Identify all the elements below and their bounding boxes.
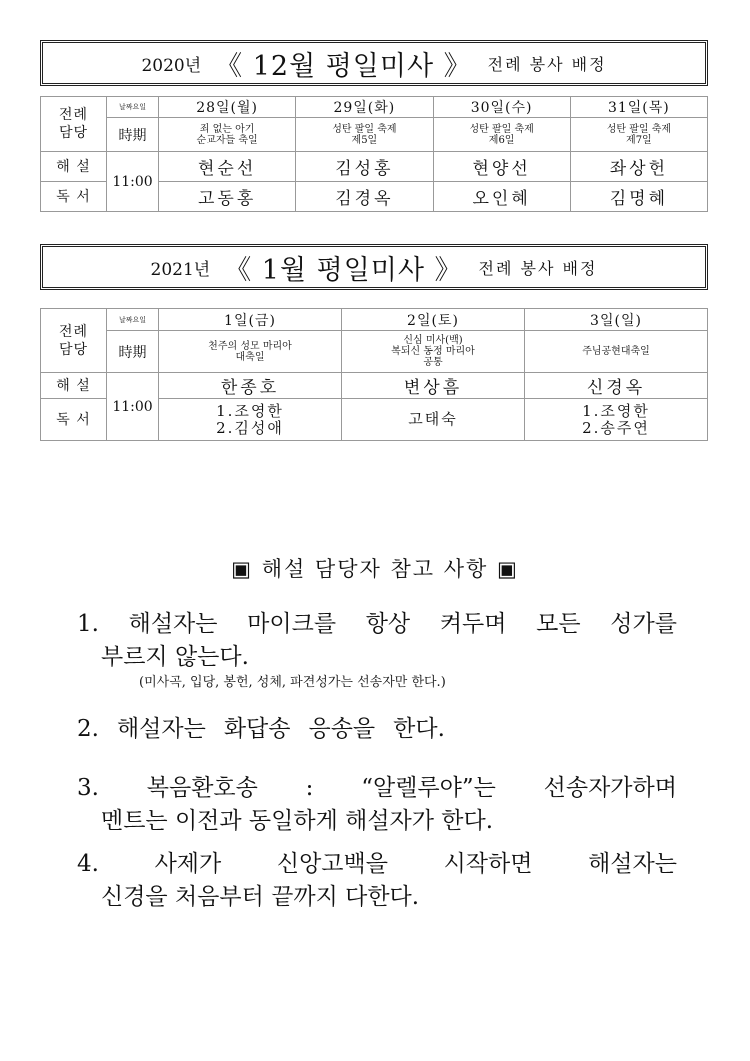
title-year: 2021년 (150, 259, 211, 280)
commentator-name: 한종호 (159, 373, 342, 399)
january-title (40, 244, 708, 290)
title-main: 《 1월 평일미사 》 (224, 254, 463, 286)
note-subtext: (미사곡, 입당, 봉헌, 성체, 파견성가는 선송자만 한다.) (139, 675, 446, 690)
role-label-cell: 전례 담당 (41, 97, 107, 152)
reader-name: 김경옥 (296, 182, 433, 212)
reader-name: 고태숙 (342, 399, 525, 441)
note-line: 1. 해설자는 마이크를 항상 켜두며 모든 성가를 (77, 611, 677, 637)
december-title (40, 40, 708, 86)
day-date: 1일(금) (159, 309, 342, 331)
day-date: 2일(토) (342, 309, 525, 331)
role-label-cell: 전례 담당 (41, 309, 107, 373)
title-sub: 전례 봉사 배정 (487, 54, 607, 74)
december-schedule-table (40, 96, 708, 212)
reader-name: 1.조영한 2.송주연 (525, 399, 708, 441)
commentator-name: 현양선 (433, 152, 570, 182)
feast-cell: 주님공현대축일 (525, 331, 708, 373)
reader-name: 김명혜 (570, 182, 707, 212)
note-continuation: 부르지 않는다. (101, 644, 249, 670)
note-line: 4. 사제가 신앙고백을 시작하면 해설자는 (77, 851, 677, 877)
note-item-4 (77, 848, 677, 914)
day-date: 28일(월) (159, 97, 296, 118)
commentator-name: 김성홍 (296, 152, 433, 182)
note-item-1 (77, 608, 677, 692)
feast-cell: 죄 없는 아기 순교자들 축일 (159, 118, 296, 152)
title-sub: 전례 봉사 배정 (478, 258, 598, 278)
note-item-2 (77, 713, 677, 746)
note-continuation: 멘트는 이전과 동일하게 해설자가 한다. (101, 808, 494, 834)
title-main: 《 12월 평일미사 》 (215, 50, 472, 82)
feast-cell: 성탄 팔일 축제 제5일 (296, 118, 433, 152)
commentator-name: 신경옥 (525, 373, 708, 399)
commentator-name: 좌상헌 (570, 152, 707, 182)
feast-cell: 성탄 팔일 축제 제6일 (433, 118, 570, 152)
mass-time: 11:00 (107, 373, 159, 441)
row-reader-label: 독 서 (41, 182, 107, 212)
day-date: 29일(화) (296, 97, 433, 118)
note-line: 2. 해설자는 화답송 응송을 한다. (77, 716, 445, 742)
date-label: 날짜요일 (107, 97, 159, 118)
note-line: 3. 복음환호송 : “알렐루야”는 선송자가하며 (77, 775, 677, 801)
note-continuation: 신경을 처음부터 끝까지 다한다. (101, 884, 420, 910)
commentator-name: 현순선 (159, 152, 296, 182)
row-commentator-label: 해 설 (41, 373, 107, 399)
day-date: 31일(목) (570, 97, 707, 118)
mass-time: 11:00 (107, 152, 159, 212)
notes-title: ▣ 해설 담당자 참고 사항 ▣ (231, 557, 519, 581)
date-label: 날짜요일 (107, 309, 159, 331)
row-reader-label: 독 서 (41, 399, 107, 441)
title-year: 2020년 (141, 55, 202, 76)
feast-cell: 성탄 팔일 축제 제7일 (570, 118, 707, 152)
reader-name: 고동홍 (159, 182, 296, 212)
reader-name: 오인혜 (433, 182, 570, 212)
commentator-name: 변상흠 (342, 373, 525, 399)
feast-cell: 신심 미사(백) 복되신 동정 마리아 공통 (342, 331, 525, 373)
feast-cell: 천주의 성모 마리아 대축일 (159, 331, 342, 373)
row-commentator-label: 해 설 (41, 152, 107, 182)
season-label: 時期 (107, 118, 159, 152)
reader-name: 1.조영한 2.김성애 (159, 399, 342, 441)
day-date: 30일(수) (433, 97, 570, 118)
day-date: 3일(일) (525, 309, 708, 331)
season-label: 時期 (107, 331, 159, 373)
note-item-3 (77, 772, 677, 838)
january-schedule-table (40, 308, 708, 441)
